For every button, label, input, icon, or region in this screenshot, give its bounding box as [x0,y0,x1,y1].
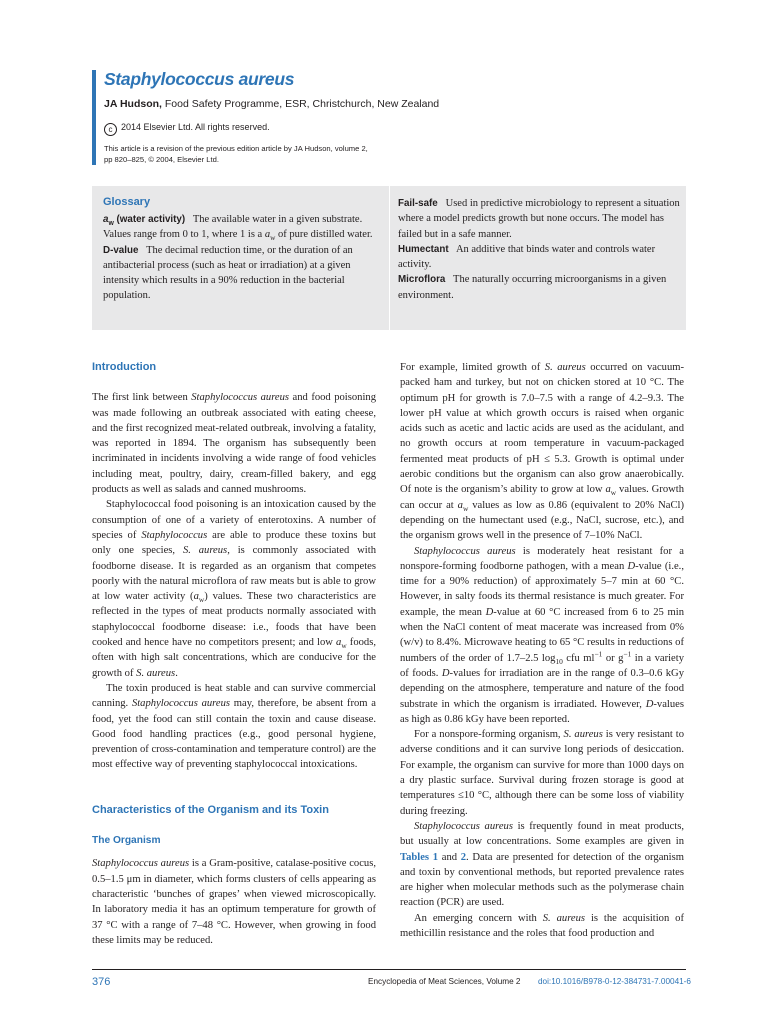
footer-rule [92,969,686,970]
paragraph: For a nonspore-forming organism, S. aureus is very resistant to adverse conditions and it can survive long periods of desiccation. For example, the organism can survive for more than 1000 days on a dry plastic surface. Survival during frozen storage is good at temperatures ≤10 °C, although there can be some loss of viability during freezing. [400,729,685,817]
glossary-definition: Used in predictive microbiology to represent a situation where a model predicts growth but none occurs. The model has failed but in a safe manner. [398,198,680,240]
revision-note-line: This article is a revision of the previous edition article by JA Hudson, volume 2, [104,144,368,153]
glossary-column-right [398,196,683,303]
paragraph: An emerging concern with S. aureus is the acquisition of methicillin resistance and the roles that food production and [400,912,684,939]
glossary-term: Humectant [398,243,449,255]
paragraph: Staphylococcus aureus is moderately heat resistant for a nonspore-forming foodborne pathogen, with a mean D-value (i.e., time for a 90% reduction) of approximately 5–7 min at 60 °C. However, in salty foods its thermal resistance is much greater. For example, the mean D-value at 60 °C increased from 6 to 25 min when the NaCl content of meat macerate was increased from 0% (w/v) to 8.4%. Microwave heating to 65 °C results in reductions of numbers of the order of 1.7–2.5 $\log_{10}$ cfu $ml^{-1}$ or $g^{-1}$ in a variety of foods. D-values for irradiation are in the range of 0.3–0.6 kGy depending on the atmosphere, temperature and nature of the food substrate in which the organism is irradiated. However, D-values as high as 0.86 kGy have been reported. [400,545,685,725]
doi-link[interactable]: doi:10.1016/B978-0-12-384731-7.00041-6 [538,977,691,986]
glossary-entry [398,242,683,273]
body-column-left [92,360,376,948]
glossary-term: D-value [103,244,139,256]
book-title: Encyclopedia of Meat Sciences, Volume 2 [368,977,521,986]
glossary-heading: Glossary [103,196,151,208]
table1-link[interactable]: Tables 1 [400,851,439,863]
glossary-definition: An additive that binds water and controls water activity. [398,243,656,271]
author-line [104,98,439,110]
revision-note [104,143,404,165]
copyright-text: 2014 Elsevier Ltd. All rights reserved. [121,122,270,132]
subsection-heading-the-organism: The Organism [92,835,161,847]
paragraph: Staphylococcus aureus is frequently found in meat products, but usually at low concentrations. Some examples are given in Tables 1 and 2. Data are presented for detection of the organism and toxin by conventional methods, but reported prevalence rates are higher when molecular methods such as the polymerase chain reaction (PCR) are used. [400,820,684,909]
author-affiliation: Food Safety Programme, ESR, Christchurch, New Zealand [164,98,440,110]
paragraph: The first link between Staphylococcus aureus and food poisoning was made following an outbreak associated with eating cheese, and the first recognized meat-related outbreak, involving a fatality, was reported in 1894. The organism has subsequently been incriminated in incidents involving a wide range of food vehicles including meat, poultry, dairy, cream-filled bakery, and egg products as well as salads and canned mushrooms. [92,392,377,496]
table2-link[interactable]: 2 [460,851,467,863]
glossary-column-left [103,212,381,304]
title-accent-bar [92,70,96,165]
paragraph: Staphylococcal food poisoning is an intoxication caused by the consumption of one of a variety of enterotoxins. A number of species of Staphylococcus are able to produce these toxins but only one species, S. aureus, is commonly associated with foodborne disease. It is regarded as an organism that competes poorly with the natural microflora of raw meats but is able to grow at low water activity $(a_w)$ values. These two characteristics are reflected in the types of meat products normally associated with staphylococcal foodborne disease: i.e., foods that have been cooked and hence have no competitors present; and low $a_w$ foods, often with high salt concentrations, which are conducive for the growth of S. aureus. [92,499,376,679]
glossary-definition: The available water in a given substrate. Values range from 0 to 1, where 1 is a [103,214,363,241]
paragraph: For example, limited growth of S. aureus occurred on vacuum-packed ham and turkey, but not on chicken stored at 10 °C. The optimum pH for growth is 7.0–7.5 with a range of 4.2–9.3. The lower pH value at which growth occurs is raised when organic acids such as acetic and lactic acids are used as the acidulant, and no growth occurs at room temperature in vacuum-packaged fermented meat products of pH ≤ 5.3. Growth is optimal under aerobic conditions but the organism can also grow anaerobically. Of note is the organism’s ability to grow at low $a_w$ values. Growth can occur at $a_w$ values as low as 0.86 (equivalent to 20% NaCl) depending on the humectant used (e.g., NaCl, sucrose, etc.), and the organism grows well in the presence of 7–10% NaCl. [400,362,685,542]
revision-note-line: pp 820–825, © 2004, Elsevier Ltd. [104,155,219,164]
body-column-right [400,360,684,941]
glossary-term: $a_w$ (water activity) [103,214,186,227]
glossary-divider [389,186,390,330]
section-heading-characteristics: Characteristics of the Organism and its Toxin [92,803,329,816]
copyright-line [104,122,270,136]
paragraph: The toxin produced is heat stable and can survive commercial canning. Staphylococcus aureus may, therefore, be absent from a food, yet the food can still contain the toxin and cause disease. Good food handling practices (e.g., good personal hygiene, prevention of cross-contamination and temperature control) are the most effective way of preventing staphylococcal intoxications. [92,682,376,771]
glossary-entry [398,196,683,242]
glossary-term: Fail-safe [398,198,438,209]
page-number: 376 [92,976,111,988]
paragraph: Staphylococcus aureus is a Gram-positive, catalase-positive cocus, 0.5–1.5 μm in diameter, which forms clusters of cells appearing as characteristic ‘bunches of grapes’ when viewed microscopically. In laboratory media it has an optimum temperature for growth of 37 °C with a range of 7–48 °C. However, when growing in food these limits may be reduced. [92,858,376,946]
section-heading-introduction: Introduction [92,361,157,373]
glossary-definition: The naturally occurring microorganisms in a given environment. [398,274,667,301]
glossary-box [92,186,686,330]
glossary-entry [398,272,683,303]
author-name: JA Hudson, [104,98,162,110]
article-title: Staphylococcus aureus [104,69,295,89]
glossary-entry [103,243,381,304]
glossary-definition: The decimal reduction time, or the duration of an antibacterial process (such as heat or irradiation) at a given intensity which results in a 90% reduction in the bacterial population. [103,244,353,302]
copyright-icon: c [104,123,117,136]
glossary-entry: $a_w$ (water activity) The available water in a given substrate. Values range from 0 to 1, where 1 is a $a_w$ of pure distilled water. [103,214,373,243]
glossary-term: Microflora [398,274,446,286]
